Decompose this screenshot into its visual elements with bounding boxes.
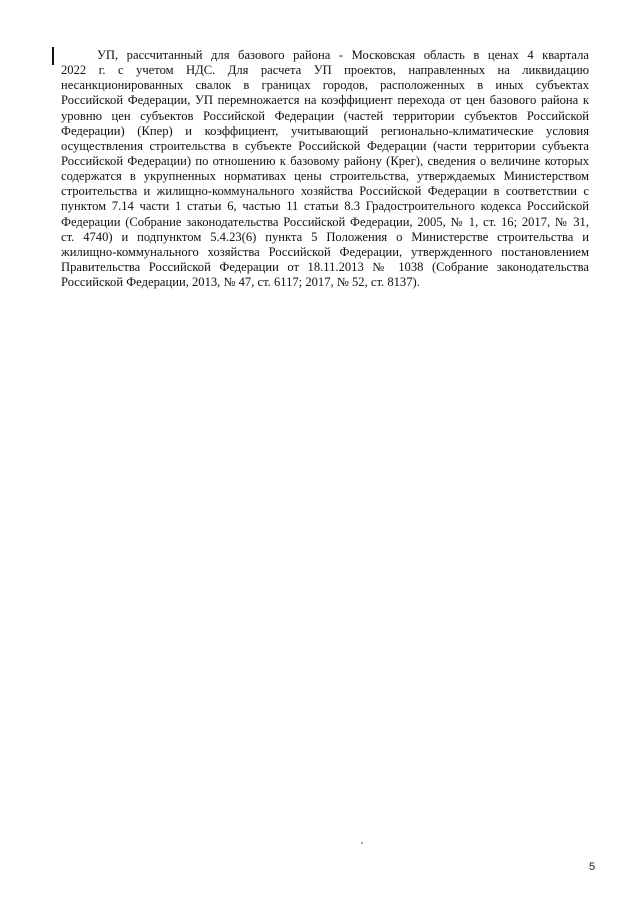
paragraph-line: Российской Федерации) по отношению к базовому району (Крег), сведения о величине которых <box>61 153 589 168</box>
paragraph-line: содержатся в укрупненных нормативах цены строительства, утверждаемых Министерством <box>61 169 589 184</box>
main-paragraph <box>61 48 589 290</box>
paragraph-line: несанкционированных свалок в границах городов, расположенных в иных субъектах <box>61 78 589 93</box>
paragraph-line: УП, рассчитанный для базового района - Московская область в ценах 4 квартала <box>97 48 589 62</box>
paragraph-line: пунктом 7.14 части 1 статьи 6, частью 11 статьи 8.3 Градостроительного кодекса Российской <box>61 199 589 214</box>
paragraph-line: 2022 г. с учетом НДС. Для расчета УП проектов, направленных на ликвидацию <box>61 63 589 78</box>
page-number: 5 <box>589 861 596 873</box>
paragraph-line: Федерации (Собрание законодательства Российской Федерации, 2005, № 1, ст. 16; 2017, № 31, <box>61 214 589 229</box>
paragraph-line: уровню цен субъектов Российской Федерации (частей территории субъектов Российской <box>61 108 589 123</box>
paragraph-line: жилищно-коммунального хозяйства Российской Федерации, утвержденного постановлением <box>61 244 589 259</box>
paragraph-line: Федерации) (Кпер) и коэффициент, учитывающий регионально-климатические условия <box>61 123 589 138</box>
paragraph-line: осуществления строительства в субъекте Российской Федерации (части территории субъекта <box>61 138 589 153</box>
paragraph-line: строительства и жилищно-коммунального хозяйства Российской Федерации в соответствии с <box>61 184 589 199</box>
paragraph-line: ст. 4740) и подпунктом 5.4.23(6) пункта 5 Положения о Министерстве строительства и <box>61 229 589 244</box>
paragraph-line: Правительства Российской Федерации от 18.11.2013 № 1038 (Собрание законодательства <box>61 259 589 274</box>
margin-mark <box>52 47 54 65</box>
scan-speck <box>361 842 363 844</box>
paragraph-line: Российской Федерации, 2013, № 47, ст. 6117; 2017, № 52, ст. 8137). <box>61 275 420 290</box>
paragraph-line: Российской Федерации, УП перемножается на коэффициент перехода от цен базового района к <box>61 93 589 108</box>
